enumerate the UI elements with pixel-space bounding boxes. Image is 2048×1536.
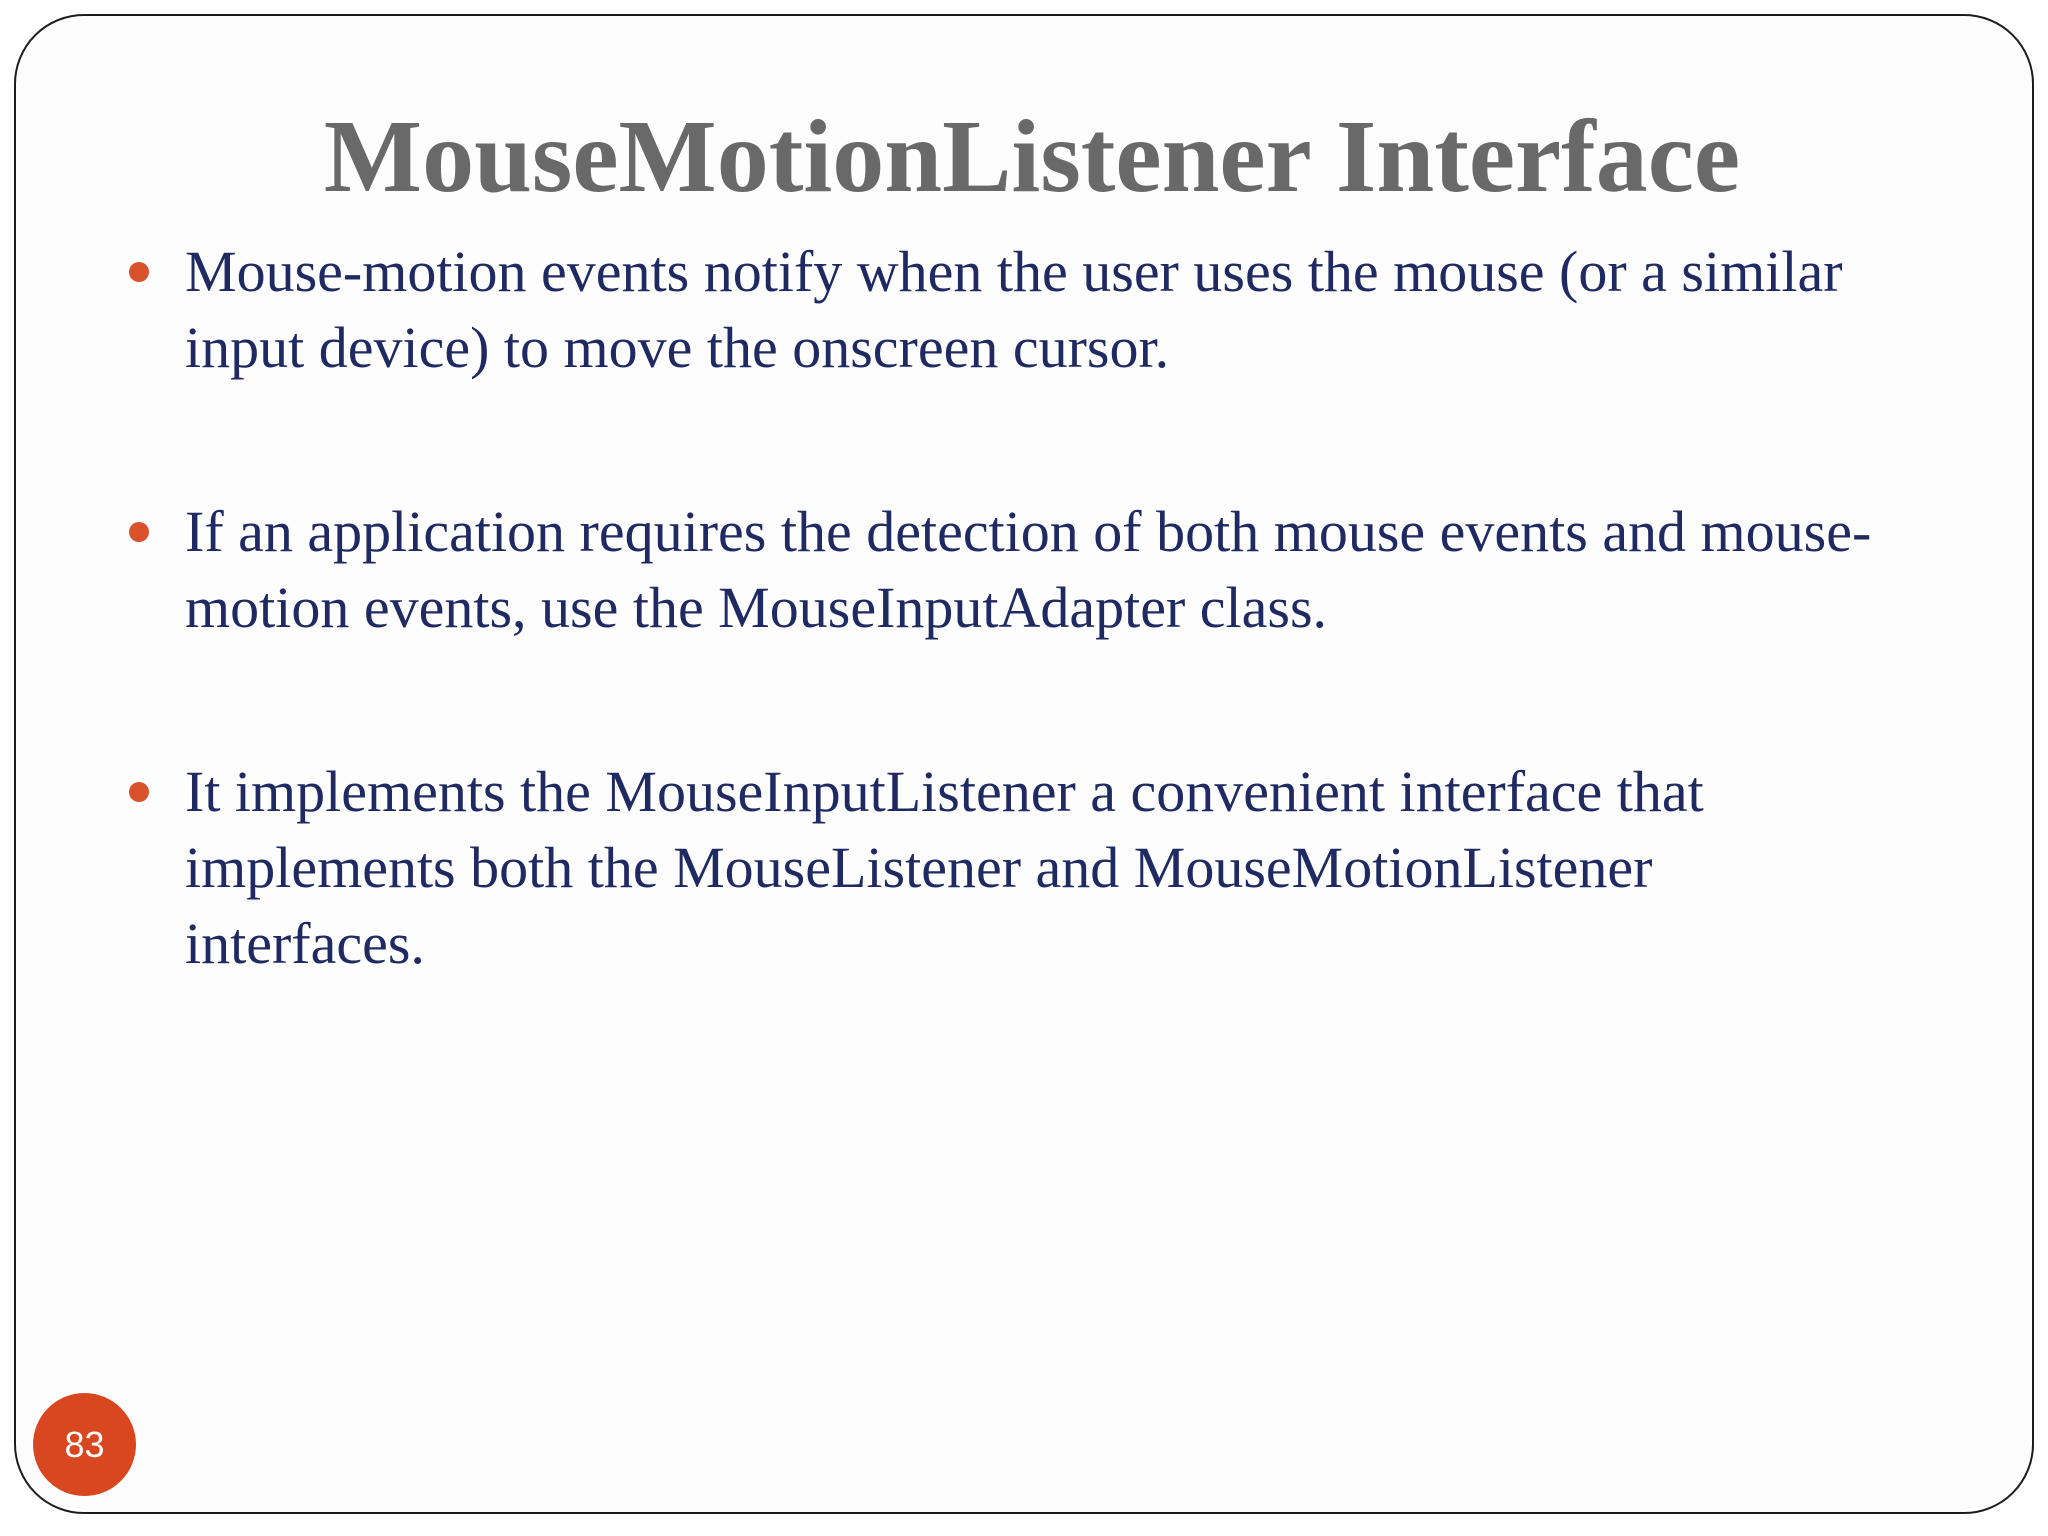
bullet-list <box>185 234 1885 1090</box>
bullet-text: If an application requires the detection of both mouse events and mouse-motion events, use the MouseInputAdapter class. <box>185 499 1872 640</box>
slide-title: MouseMotionListener Interface <box>323 99 1741 214</box>
bullet-item <box>185 234 1885 386</box>
page-number-badge <box>33 1393 136 1496</box>
bullet-item <box>185 494 1885 646</box>
bullet-text: Mouse-motion events notify when the user uses the mouse (or a similar input device) to move the onscreen cursor. <box>185 239 1843 380</box>
bullet-dot-icon <box>129 782 149 802</box>
bullet-item <box>185 754 1885 982</box>
page-number: 83 <box>64 1423 105 1465</box>
bullet-dot-icon <box>129 262 149 282</box>
bullet-dot-icon <box>129 522 149 542</box>
bullet-text: It implements the MouseInputListener a convenient interface that implements both the MouseListener and MouseMotionListener interfaces. <box>185 759 1704 976</box>
